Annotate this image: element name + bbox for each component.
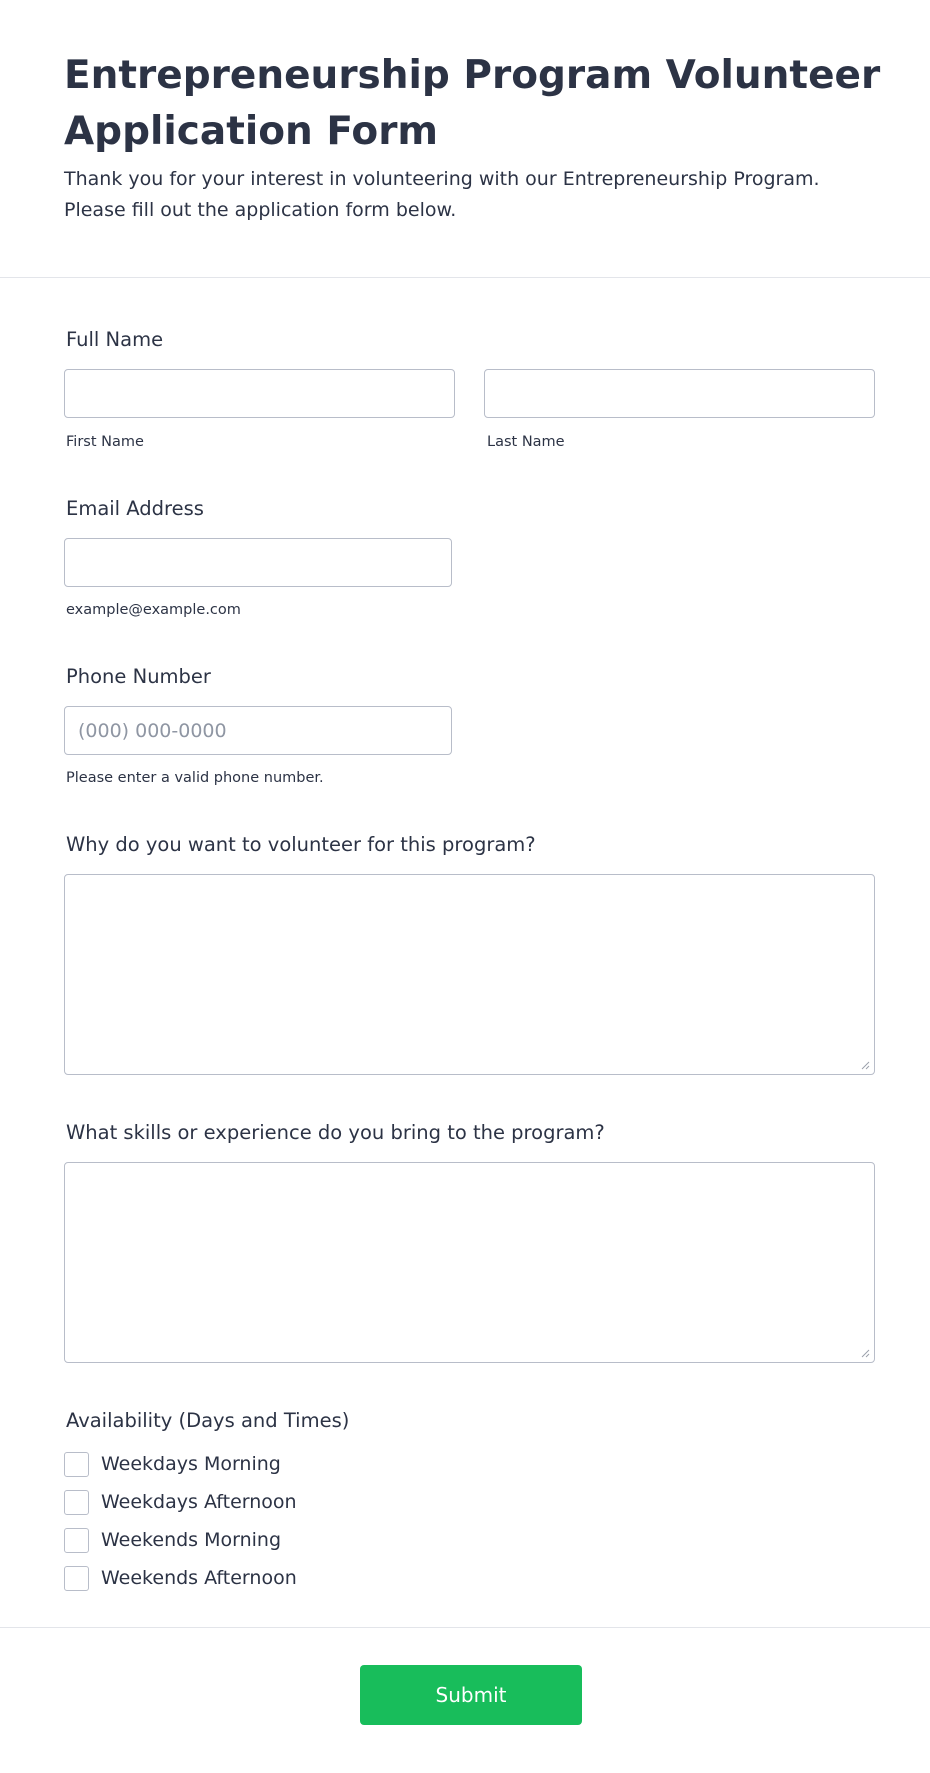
checkbox-label[interactable]: Weekends Morning xyxy=(101,1529,282,1551)
email-sublabel: example@example.com xyxy=(66,602,241,618)
resize-grip-icon[interactable] xyxy=(861,1061,870,1070)
checkbox[interactable] xyxy=(64,1452,89,1477)
submit-button[interactable]: Submit xyxy=(360,1665,582,1725)
why-volunteer-field[interactable] xyxy=(64,874,875,1075)
last-name-sublabel: Last Name xyxy=(487,434,565,450)
why-volunteer-label: Why do you want to volunteer for this program? xyxy=(66,833,536,856)
email-field[interactable] xyxy=(64,538,452,587)
skills-label: What skills or experience do you bring to the program? xyxy=(66,1121,605,1144)
form-subtitle xyxy=(64,164,884,226)
availability-option-weekends-afternoon[interactable] xyxy=(64,1565,464,1591)
full-name-label: Full Name xyxy=(66,328,164,351)
form-subtitle-line-2: Please fill out the application form below. xyxy=(64,199,457,221)
form-subtitle-line-1: Thank you for your interest in volunteering with our Entrepreneurship Program. xyxy=(64,168,820,190)
availability-option-weekdays-morning[interactable] xyxy=(64,1451,464,1477)
resize-grip-icon[interactable] xyxy=(861,1349,870,1358)
checkbox-label[interactable]: Weekends Afternoon xyxy=(101,1567,297,1589)
checkbox-label[interactable]: Weekdays Afternoon xyxy=(101,1491,297,1513)
first-name-sublabel: First Name xyxy=(66,434,144,450)
availability-label: Availability (Days and Times) xyxy=(66,1409,350,1432)
checkbox-label[interactable]: Weekdays Morning xyxy=(101,1453,281,1475)
phone-field[interactable] xyxy=(64,706,452,755)
email-label: Email Address xyxy=(66,497,204,520)
skills-textarea[interactable] xyxy=(65,1163,874,1362)
form-title: Entrepreneurship Program Volunteer Application Form xyxy=(64,53,881,154)
availability-option-weekdays-afternoon[interactable] xyxy=(64,1489,464,1515)
why-volunteer-textarea[interactable] xyxy=(65,875,874,1074)
availability-option-weekends-morning[interactable] xyxy=(64,1527,464,1553)
phone-label: Phone Number xyxy=(66,665,211,688)
email-input[interactable] xyxy=(65,539,451,586)
checkbox[interactable] xyxy=(64,1566,89,1591)
footer-divider xyxy=(0,1627,930,1628)
skills-field[interactable] xyxy=(64,1162,875,1363)
phone-input[interactable] xyxy=(65,707,451,754)
last-name-field[interactable] xyxy=(484,369,875,418)
first-name-input[interactable] xyxy=(65,370,454,417)
form-header xyxy=(0,0,930,278)
checkbox[interactable] xyxy=(64,1490,89,1515)
phone-sublabel: Please enter a valid phone number. xyxy=(66,770,324,786)
checkbox[interactable] xyxy=(64,1528,89,1553)
last-name-input[interactable] xyxy=(485,370,874,417)
first-name-field[interactable] xyxy=(64,369,455,418)
